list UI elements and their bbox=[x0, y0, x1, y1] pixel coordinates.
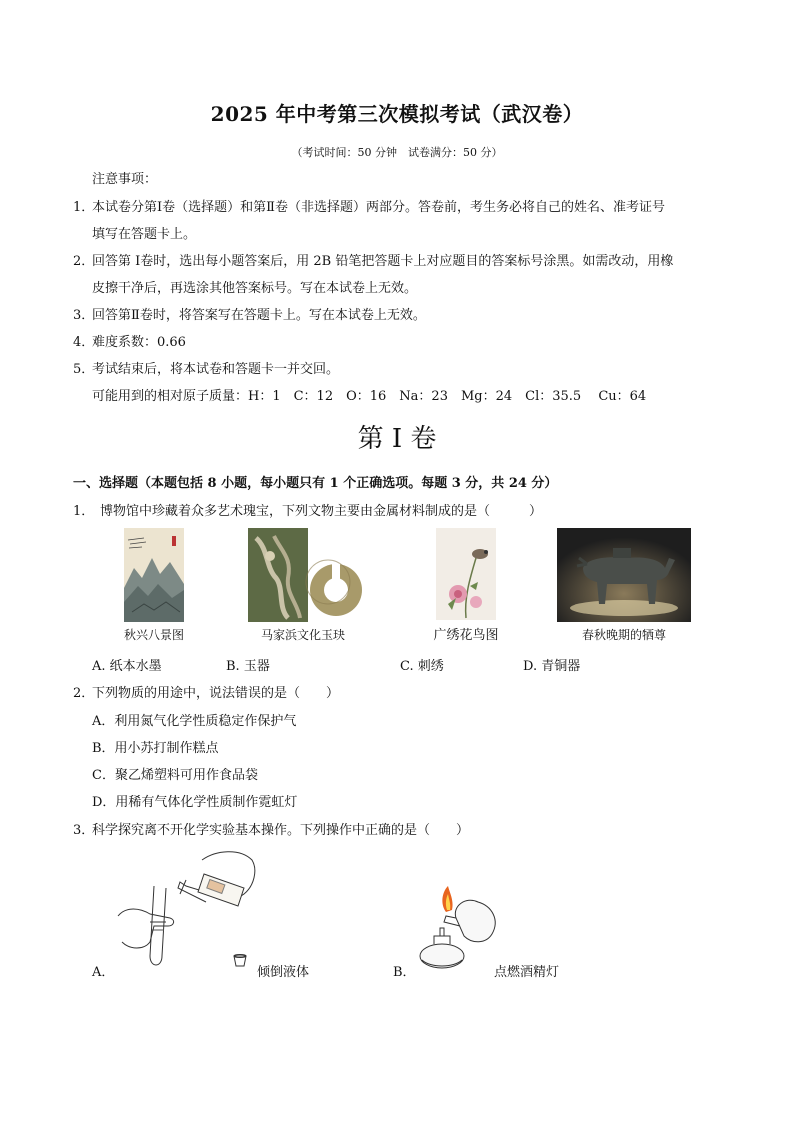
note-2-line1: 回答第 Ⅰ卷时，选出每小题答案后，用 2B 铅笔把答题卡上对应题目的答案标号涂黑。如需改动，用橡 bbox=[92, 254, 674, 269]
section-heading: 一、选择题（本题包括 8 小题，每小题只有 1 个正确选项。每题 3 分，共 24 分） bbox=[73, 476, 558, 491]
q2-number: 2． bbox=[73, 686, 95, 701]
q1-option-c: C. 刺绣 bbox=[400, 659, 444, 674]
exam-subtitle: （考试时间：50 分钟 试卷满分：50 分） bbox=[291, 146, 503, 159]
q2-option-c: C．聚乙烯塑料可用作食品袋 bbox=[92, 768, 258, 783]
q2-option-d: D．用稀有气体化学性质制作霓虹灯 bbox=[92, 795, 298, 810]
exam-title: 2025 年中考第三次模拟考试（武汉卷） bbox=[210, 102, 584, 126]
note-5-line1: 考试结束后，将本试卷和答题卡一并交回。 bbox=[92, 362, 340, 377]
note-1-line1: 本试卷分第Ⅰ卷（选择题）和第Ⅱ卷（非选择题）两部分。答卷前，考生务必将自己的姓名、准考证号 bbox=[92, 200, 665, 215]
note-1-line2: 填写在答题卡上。 bbox=[92, 227, 197, 242]
q3-option-b-letter: B． bbox=[393, 965, 416, 980]
q1-stem: 博物馆中珍藏着众多艺术瑰宝，下列文物主要由金属材料制成的是（ ） bbox=[100, 504, 543, 519]
note-4-num: 4． bbox=[73, 335, 95, 350]
landscape-painting-icon bbox=[124, 528, 184, 622]
q1-number: 1． bbox=[73, 504, 95, 519]
q3-option-a-caption: 倾倒液体 bbox=[257, 965, 310, 980]
q2-option-b: B．用小苏打制作糕点 bbox=[92, 741, 219, 756]
q2-stem: 下列物质的用途中，说法错误的是（ ） bbox=[92, 686, 340, 701]
q1-image-4-caption: 春秋晚期的牺尊 bbox=[581, 628, 666, 642]
note-1-num: 1． bbox=[73, 200, 95, 215]
q1-option-d: D. 青铜器 bbox=[523, 659, 581, 674]
q3-stem: 科学探究离不开化学实验基本操作。下列操作中正确的是（ ） bbox=[92, 823, 470, 838]
note-3-line1: 回答第Ⅱ卷时，将答案写在答题卡上。写在本试卷上无效。 bbox=[92, 308, 426, 323]
part-title: 第 I 卷 bbox=[357, 424, 437, 454]
q1-option-b: B. 玉器 bbox=[226, 659, 270, 674]
note-3-num: 3． bbox=[73, 308, 95, 323]
note-5-num: 5． bbox=[73, 362, 95, 377]
q3-number: 3． bbox=[73, 823, 95, 838]
notes-heading: 注意事项： bbox=[92, 172, 158, 187]
q3-option-b-caption: 点燃酒精灯 bbox=[494, 965, 560, 980]
q1-image-1-caption: 秋兴八景图 bbox=[123, 628, 184, 642]
q1-image-2-caption: 马家浜文化玉玦 bbox=[260, 628, 345, 642]
note-2-num: 2． bbox=[73, 254, 95, 269]
alcohol-lamp-icon bbox=[416, 882, 508, 972]
jade-ring-icon bbox=[248, 528, 366, 622]
note-2-line2: 皮擦干净后，再选涂其他答案标号。写在本试卷上无效。 bbox=[92, 281, 418, 296]
q1-image-3-caption: 广绣花鸟图 bbox=[433, 628, 499, 643]
q3-option-a-letter: A． bbox=[92, 965, 115, 980]
bottle-stopper-icon bbox=[233, 954, 247, 968]
atomic-mass-line: 可能用到的相对原子质量：H：1 C：12 O：16 Na：23 Mg：24 Cl：35.5 Cu：64 bbox=[92, 389, 647, 404]
bronze-ox-icon bbox=[557, 528, 691, 622]
q2-option-a: A．利用氮气化学性质稳定作保护气 bbox=[92, 714, 297, 729]
note-4-line1: 难度系数：0.66 bbox=[92, 335, 186, 350]
q1-option-a: A. 纸本水墨 bbox=[92, 659, 162, 674]
embroidery-flower-icon bbox=[436, 528, 496, 620]
